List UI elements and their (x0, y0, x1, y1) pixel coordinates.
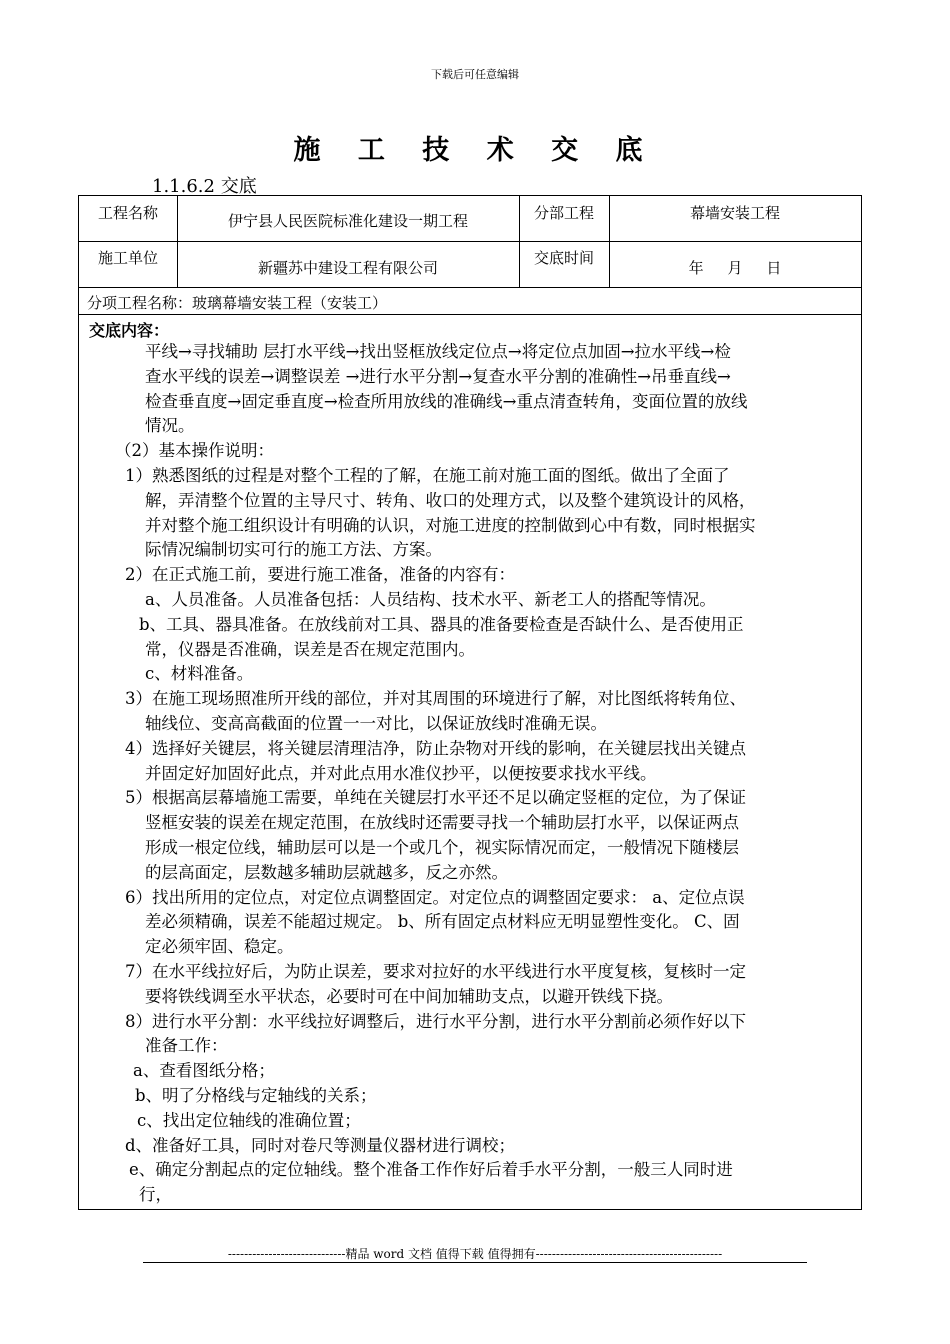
content-line: 形成一根定位线，辅助层可以是一个或几个，视实际情况而定，一般情况下随楼层 (145, 838, 739, 857)
project-name-value: 伊宁县人民医院标准化建设一期工程 (227, 212, 468, 230)
content-line: 6）找出所用的定位点，对定位点调整固定。对定位点的调整固定要求： a、定位点误 (125, 887, 745, 907)
content-label: 交底内容： (89, 321, 170, 340)
content-line: 平线→寻找辅助 层打水平线→找出竖框放线定位点→将定位点加固→拉水平线→检 (145, 342, 731, 361)
construction-unit-label: 施工单位 (97, 249, 158, 267)
content-line: b、明了分格线与定轴线的关系； (135, 1086, 377, 1105)
content-line: a、查看图纸分格； (133, 1061, 275, 1081)
construction-unit-value: 新疆苏中建设工程有限公司 (257, 259, 438, 277)
content-line: a、人员准备。人员准备包括：人员结构、技术水平、新老工人的搭配等情况。 (145, 590, 716, 609)
content-line: c、材料准备。 (145, 664, 254, 684)
content-line: （2）基本操作说明： (115, 441, 274, 461)
content-line: 并对整个施工组织设计有明确的认识，对施工进度的控制做到心中有数，同时根据实 (145, 515, 756, 535)
content-line: 准备工作： (145, 1036, 228, 1056)
content-line: 4）选择好关键层，将关键层清理洁净，防止杂物对开线的影响，在关键层找出关键点 (125, 738, 746, 758)
row-divider (79, 314, 861, 315)
header-note: 下载后可任意编辑 (431, 68, 519, 81)
content-line: b、工具、器具准备。在放线前对工具、器具的准备要检查是否缺什么、是否使用正 (139, 614, 744, 634)
section-number: 1.1.6.2 交底 (152, 176, 257, 197)
content-line: 要将铁线调至水平状态，必要时可在中间加辅助支点，以避开铁线下挠。 (145, 986, 673, 1006)
content-line: 定必须牢固、稳定。 (145, 937, 294, 957)
content-line: 并固定好加固好此点，并对此点用水准仪抄平，以便按要求找水平线。 (145, 763, 657, 783)
content-line: 解，弄清整个位置的主导尺寸、转角、收口的处理方式，以及整个建筑设计的风格， (145, 490, 756, 510)
project-name-label: 工程名称 (97, 204, 158, 222)
content-line: 差必须精确，误差不能超过规定。 b、所有固定点材料应无明显塑性变化。 C、固 (145, 912, 740, 932)
content-line: 竖框安装的误差在规定范围，在放线时还需要寻找一个辅助层打水平，以保证两点 (145, 813, 739, 833)
division-label: 分部工程 (533, 204, 594, 222)
disclosure-date-value: 年 月 日 (688, 259, 782, 277)
footer-note: -----------------------------精品 word 文档 值得下载 值得拥有---------------------------------------------- (227, 1247, 723, 1261)
content-line: 8）进行水平分割：水平线拉好调整后，进行水平分割，进行水平分割前必须作好以下 (125, 1011, 746, 1031)
content-line: 3）在施工现场照准所开线的部位，并对其周围的环境进行了解，对比图纸将转角位、 (125, 689, 746, 709)
content-line: 的层高面定，层数越多辅助层就越多，反之亦然。 (145, 862, 508, 882)
content-line: 5）根据高层幕墙施工需要，单纯在关键层打水平还不足以确定竖框的定位，为了保证 (125, 788, 746, 808)
disclosure-table (78, 195, 862, 1210)
division-value: 幕墙安装工程 (689, 204, 780, 222)
content-line: 情况。 (145, 416, 195, 436)
subitem-project-name: 分项工程名称：玻璃幕墙安装工程（安装工） (87, 294, 388, 312)
content-line: 常，仪器是否准确，误差是否在规定范围内。 (145, 639, 475, 659)
content-line: 检查垂直度→固定垂直度→检查所用放线的准确线→重点清查转角，变面位置的放线 (145, 391, 748, 411)
content-line: c、找出定位轴线的准确位置； (137, 1110, 361, 1130)
content-line: 2）在正式施工前，要进行施工准备，准备的内容有： (125, 565, 515, 585)
content-line: 7）在水平线拉好后，为防止误差，要求对拉好的水平线进行水平度复核，复核时一定 (125, 962, 746, 981)
disclosure-date-label: 交底时间 (533, 249, 594, 267)
content-line: 际情况编制切实可行的施工方法、方案。 (145, 540, 442, 560)
content-line: e、确定分割起点的定位轴线。整个准备工作作好后着手水平分割，一般三人同时进 (129, 1160, 733, 1180)
footer-rule (143, 1262, 807, 1263)
content-line: 轴线位、变高高截面的位置一一对比，以保证放线时准确无误。 (145, 714, 607, 733)
content-line: 行， (139, 1185, 172, 1205)
row-divider (79, 241, 861, 242)
document-title: 施 工 技 术 交 底 (293, 135, 657, 166)
content-line: d、准备好工具，同时对卷尺等测量仪器材进行调校； (125, 1135, 516, 1155)
row-divider (79, 287, 861, 288)
content-line: 查水平线的误差→调整误差 →进行水平分割→复查水平分割的准确性→吊垂直线→ (145, 366, 731, 386)
content-line: 1）熟悉图纸的过程是对整个工程的了解，在施工前对施工面的图纸。做出了全面了 (125, 466, 730, 485)
